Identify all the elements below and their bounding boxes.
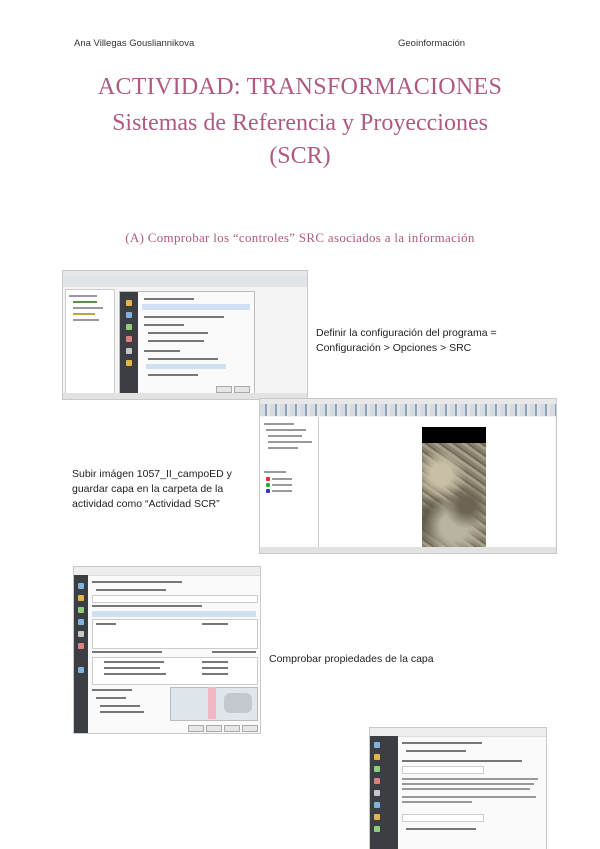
doc-title-line1: ACTIVIDAD: TRANSFORMACIONES [97,74,503,100]
step1-line2: Configuración > Opciones > SRC [316,342,472,354]
screenshot-layer-properties [73,566,261,734]
step3-note [269,652,434,667]
doc-title-line2: Sistemas de Referencia y Proyecciones [112,110,488,136]
raster-image [422,443,486,547]
doc-title-line3: (SCR) [269,143,331,169]
step2-line1: Subir imágen 1057_II_campoED y [72,468,232,480]
screenshot-qgis-raster [259,398,557,554]
step2-line2: guardar capa en la carpeta de la [72,483,224,495]
step2-line3: actividad como “Actividad SCR” [72,498,220,510]
section-heading: (A) Comprobar los “controles” SRC asociados a la información [125,230,475,245]
screenshot-qgis-options [62,270,308,400]
step1-line1: Definir la configuración del programa = [316,327,497,339]
author-name: Ana Villegas Gousliannikova [74,38,195,49]
subject-name: Geoinformación [398,38,466,49]
step1-note [316,326,497,356]
screenshot-qgis-options-2 [369,727,547,849]
step2-note [72,467,232,512]
step3-line1: Comprobar propiedades de la capa [269,653,434,665]
